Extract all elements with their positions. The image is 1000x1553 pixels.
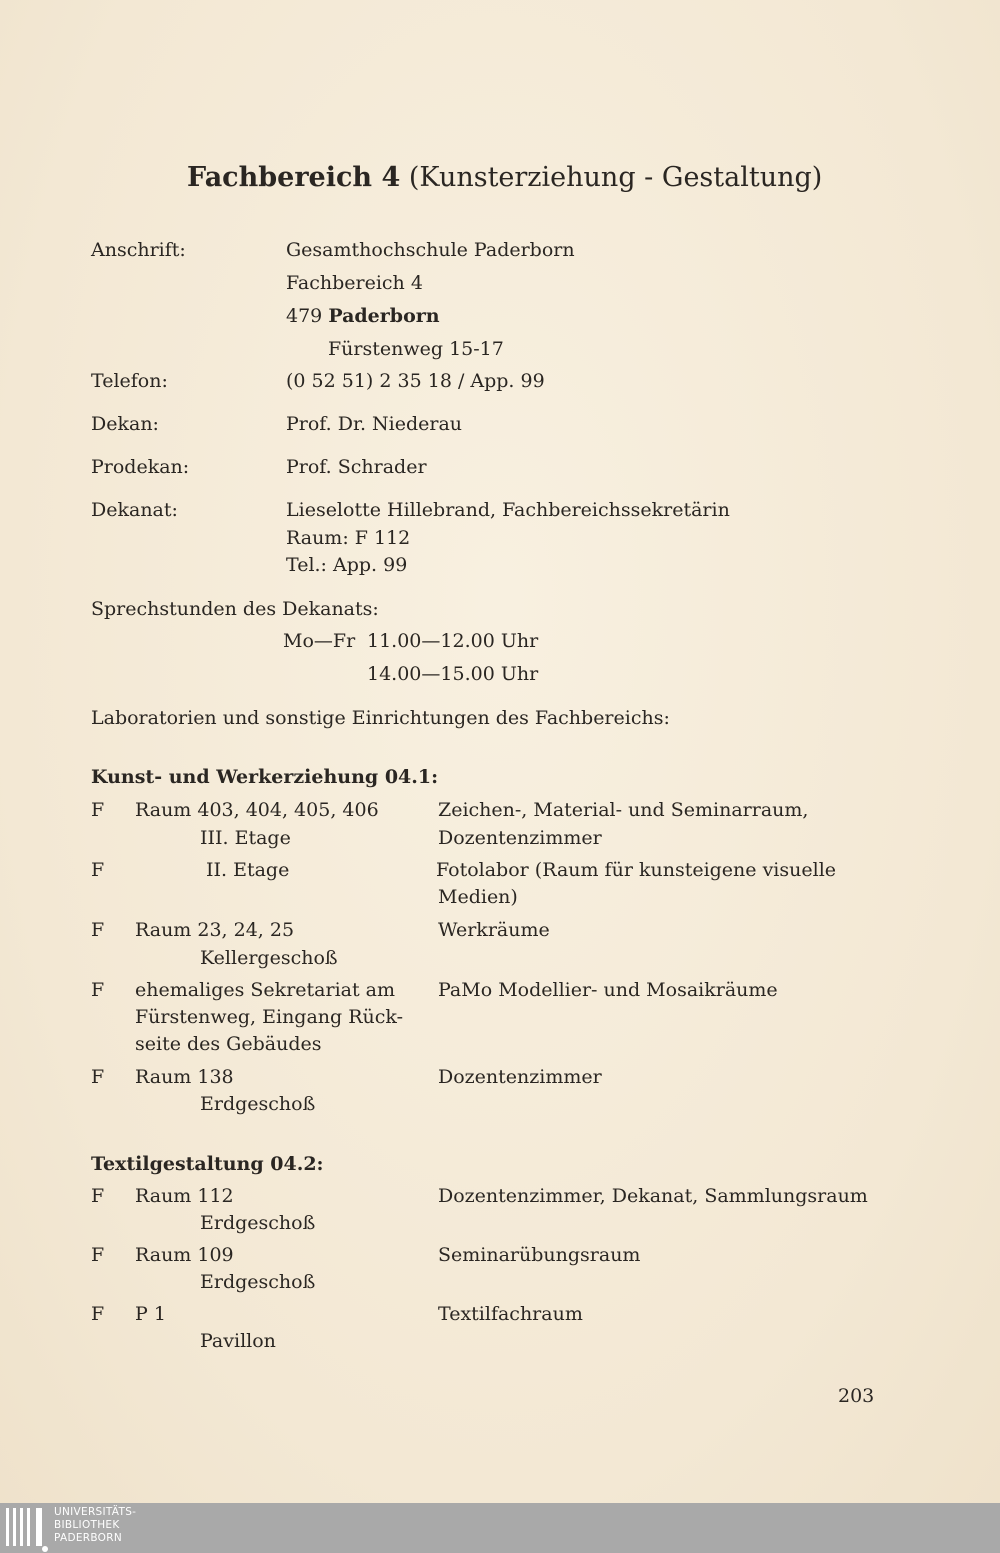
dekan-value: Prof. Dr. Niederau <box>286 413 463 435</box>
library-name-line1: UNIVERSITÄTS- <box>54 1506 137 1518</box>
row-code: F <box>91 1066 105 1088</box>
row-code: F <box>91 859 105 881</box>
telefon-value: (0 52 51) 2 35 18 / App. 99 <box>286 370 545 392</box>
sprechstunden-days: Mo—Fr <box>283 630 356 652</box>
row-location: Raum 23, 24, 25 <box>135 919 295 941</box>
anschrift-line2: Fachbereich 4 <box>286 272 423 294</box>
row-description: Fotolabor (Raum für kunsteigene visuelle <box>436 859 837 881</box>
dekan-label: Dekan: <box>91 413 159 435</box>
row-description: Seminarübungsraum <box>438 1244 641 1266</box>
page-number: 203 <box>838 1385 875 1407</box>
page-title <box>187 161 822 195</box>
row-location: II. Etage <box>206 859 290 881</box>
row-description: Werkräume <box>438 919 550 941</box>
row-description-cont: Medien) <box>438 886 518 908</box>
dekanat-label: Dekanat: <box>91 499 178 521</box>
row-location: Raum 403, 404, 405, 406 <box>135 799 379 821</box>
telefon-label: Telefon: <box>91 370 168 392</box>
title-bold: Fachbereich 4 <box>187 162 401 193</box>
section1-heading: Kunst- und Werkerziehung 04.1: <box>91 766 439 788</box>
row-location-cont: seite des Gebäudes <box>135 1033 322 1055</box>
sprechstunden-heading: Sprechstunden des Dekanats: <box>91 598 379 620</box>
row-code: F <box>91 799 105 821</box>
row-description: Textilfachraum <box>438 1303 583 1325</box>
row-location-sub: Erdgeschoß <box>200 1093 316 1115</box>
row-location-sub: Erdgeschoß <box>200 1212 316 1234</box>
row-location: Raum 109 <box>135 1244 234 1266</box>
row-location-cont: Fürstenweg, Eingang Rück- <box>135 1006 404 1028</box>
row-code: F <box>91 919 105 941</box>
sprechstunden-slot2: 14.00—15.00 Uhr <box>367 663 539 685</box>
anschrift-city-line <box>286 304 440 328</box>
row-location: P 1 <box>135 1303 166 1325</box>
row-location-sub: Erdgeschoß <box>200 1271 316 1293</box>
row-code: F <box>91 1303 105 1325</box>
anschrift-line1: Gesamthochschule Paderborn <box>286 239 575 261</box>
anschrift-zip: 479 <box>286 305 323 327</box>
library-name-line2: BIBLIOTHEK <box>54 1519 120 1531</box>
dekanat-tel: Tel.: App. 99 <box>286 554 408 576</box>
title-rest: (Kunsterziehung - Gestaltung) <box>408 162 823 193</box>
row-location: ehemaliges Sekretariat am <box>135 979 395 1001</box>
row-description: Zeichen-, Material- und Seminarraum, <box>438 799 809 821</box>
row-code: F <box>91 1185 105 1207</box>
library-name-line3: PADERBORN <box>54 1532 122 1544</box>
prodekan-value: Prof. Schrader <box>286 456 427 478</box>
row-description: PaMo Modellier- und Mosaikräume <box>438 979 778 1001</box>
row-code: F <box>91 979 105 1001</box>
row-location-sub: Pavillon <box>200 1330 276 1352</box>
row-code: F <box>91 1244 105 1266</box>
prodekan-label: Prodekan: <box>91 456 190 478</box>
sprechstunden-slot1: 11.00—12.00 Uhr <box>367 630 539 652</box>
dekanat-name: Lieselotte Hillebrand, Fachbereichssekretärin <box>286 499 730 521</box>
anschrift-label: Anschrift: <box>91 239 186 261</box>
row-location-sub: III. Etage <box>200 827 291 849</box>
anschrift-city: Paderborn <box>328 305 440 327</box>
library-footer <box>0 1503 1000 1553</box>
row-description: Dozentenzimmer <box>438 1066 602 1088</box>
row-location-sub: Kellergeschoß <box>200 947 338 969</box>
row-location: Raum 112 <box>135 1185 234 1207</box>
dekanat-raum: Raum: F 112 <box>286 527 411 549</box>
row-description-cont: Dozentenzimmer <box>438 827 602 849</box>
row-description: Dozentenzimmer, Dekanat, Sammlungsraum <box>438 1185 868 1207</box>
anschrift-street: Fürstenweg 15-17 <box>328 338 504 360</box>
labs-heading: Laboratorien und sonstige Einrichtungen des Fachbereichs: <box>91 707 670 729</box>
library-logo-icon <box>6 1508 46 1550</box>
row-location: Raum 138 <box>135 1066 234 1088</box>
section2-heading: Textilgestaltung 04.2: <box>91 1153 324 1175</box>
library-logo-text <box>54 1506 136 1545</box>
